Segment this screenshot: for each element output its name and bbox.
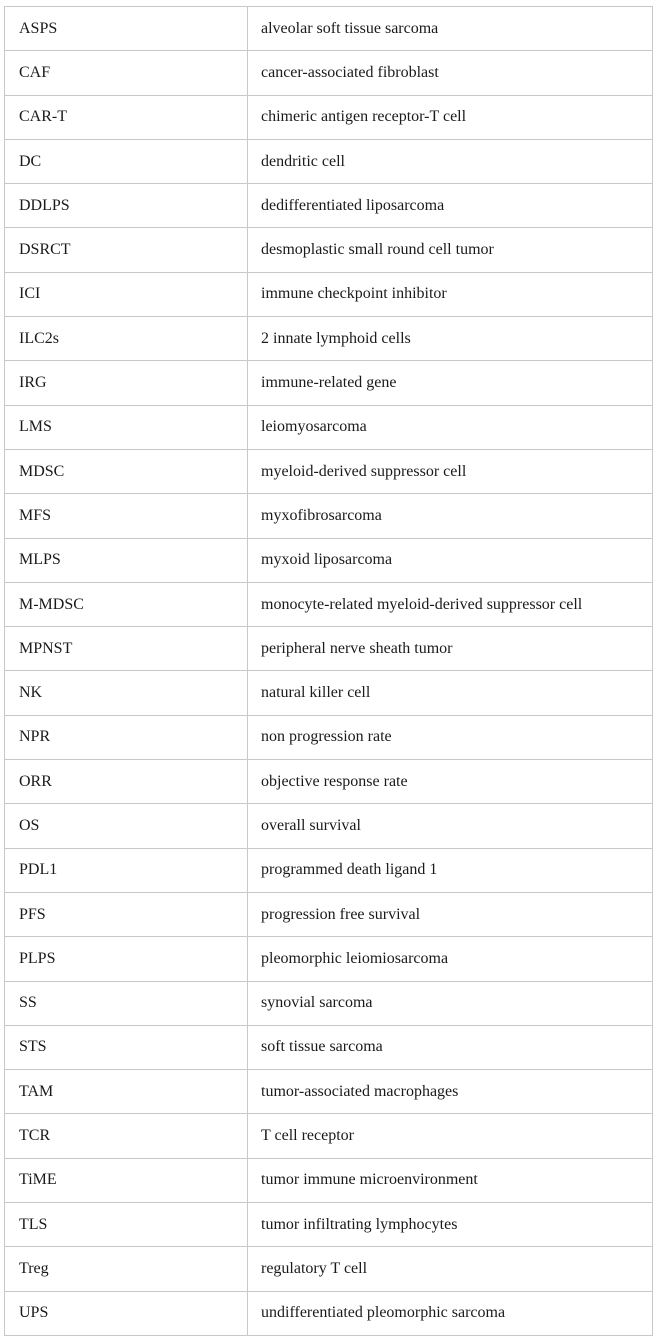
table-row (5, 582, 653, 626)
abbreviation-cell: TAM (5, 1070, 248, 1114)
definition-cell: immune checkpoint inhibitor (248, 272, 653, 316)
definition-cell: programmed death ligand 1 (248, 848, 653, 892)
definition-cell: natural killer cell (248, 671, 653, 715)
table-row (5, 1247, 653, 1291)
table-row (5, 7, 653, 51)
definition-cell: dendritic cell (248, 139, 653, 183)
definition-cell: soft tissue sarcoma (248, 1025, 653, 1069)
definition-cell: chimeric antigen receptor-T cell (248, 95, 653, 139)
abbreviation-cell: TiME (5, 1158, 248, 1202)
definition-cell: dedifferentiated liposarcoma (248, 184, 653, 228)
abbreviation-cell: IRG (5, 361, 248, 405)
table-row (5, 981, 653, 1025)
definition-cell: objective response rate (248, 760, 653, 804)
abbreviation-cell: MLPS (5, 538, 248, 582)
table-row (5, 1070, 653, 1114)
abbreviation-cell: DSRCT (5, 228, 248, 272)
definition-cell: tumor-associated macrophages (248, 1070, 653, 1114)
table-row (5, 1291, 653, 1335)
abbreviation-cell: DDLPS (5, 184, 248, 228)
table-row (5, 1025, 653, 1069)
abbreviation-cell: NK (5, 671, 248, 715)
table-row (5, 317, 653, 361)
table-row (5, 1114, 653, 1158)
abbreviation-cell: ICI (5, 272, 248, 316)
definition-cell: overall survival (248, 804, 653, 848)
table-row (5, 1158, 653, 1202)
table-row (5, 892, 653, 936)
abbreviations-table-body (5, 7, 653, 1336)
table-row (5, 405, 653, 449)
definition-cell: immune-related gene (248, 361, 653, 405)
abbreviation-cell: ASPS (5, 7, 248, 51)
abbreviations-table (4, 6, 653, 1336)
definition-cell: tumor immune microenvironment (248, 1158, 653, 1202)
definition-cell: tumor infiltrating lymphocytes (248, 1203, 653, 1247)
table-row (5, 184, 653, 228)
abbreviation-cell: MPNST (5, 627, 248, 671)
definition-cell: non progression rate (248, 715, 653, 759)
definition-cell: cancer-associated fibroblast (248, 51, 653, 95)
abbreviation-cell: CAR-T (5, 95, 248, 139)
definition-cell: myeloid-derived suppressor cell (248, 449, 653, 493)
abbreviation-cell: TLS (5, 1203, 248, 1247)
table-row (5, 449, 653, 493)
table-row (5, 1203, 653, 1247)
definition-cell: pleomorphic leiomiosarcoma (248, 937, 653, 981)
table-row (5, 139, 653, 183)
definition-cell: regulatory T cell (248, 1247, 653, 1291)
abbreviation-cell: TCR (5, 1114, 248, 1158)
abbreviation-cell: MDSC (5, 449, 248, 493)
abbreviation-cell: M-MDSC (5, 582, 248, 626)
abbreviation-cell: SS (5, 981, 248, 1025)
abbreviation-cell: STS (5, 1025, 248, 1069)
definition-cell: synovial sarcoma (248, 981, 653, 1025)
definition-cell: T cell receptor (248, 1114, 653, 1158)
definition-cell: desmoplastic small round cell tumor (248, 228, 653, 272)
table-row (5, 361, 653, 405)
definition-cell: progression free survival (248, 892, 653, 936)
abbreviation-cell: ILC2s (5, 317, 248, 361)
definition-cell: peripheral nerve sheath tumor (248, 627, 653, 671)
abbreviation-cell: ORR (5, 760, 248, 804)
table-row (5, 228, 653, 272)
abbreviation-cell: LMS (5, 405, 248, 449)
abbreviation-cell: Treg (5, 1247, 248, 1291)
table-row (5, 671, 653, 715)
definition-cell: alveolar soft tissue sarcoma (248, 7, 653, 51)
definition-cell: myxoid liposarcoma (248, 538, 653, 582)
abbreviation-cell: PLPS (5, 937, 248, 981)
table-row (5, 715, 653, 759)
definition-cell: leiomyosarcoma (248, 405, 653, 449)
definition-cell: 2 innate lymphoid cells (248, 317, 653, 361)
definition-cell: monocyte-related myeloid-derived suppressor cell (248, 582, 653, 626)
abbreviation-cell: PFS (5, 892, 248, 936)
table-row (5, 538, 653, 582)
abbreviation-cell: PDL1 (5, 848, 248, 892)
table-row (5, 95, 653, 139)
definition-cell: undifferentiated pleomorphic sarcoma (248, 1291, 653, 1335)
abbreviation-cell: OS (5, 804, 248, 848)
table-row (5, 804, 653, 848)
table-row (5, 494, 653, 538)
abbreviation-cell: DC (5, 139, 248, 183)
abbreviation-cell: UPS (5, 1291, 248, 1335)
table-row (5, 272, 653, 316)
abbreviation-cell: CAF (5, 51, 248, 95)
abbreviation-cell: NPR (5, 715, 248, 759)
abbreviation-cell: MFS (5, 494, 248, 538)
table-row (5, 51, 653, 95)
table-row (5, 760, 653, 804)
table-row (5, 627, 653, 671)
table-row (5, 937, 653, 981)
table-row (5, 848, 653, 892)
definition-cell: myxofibrosarcoma (248, 494, 653, 538)
